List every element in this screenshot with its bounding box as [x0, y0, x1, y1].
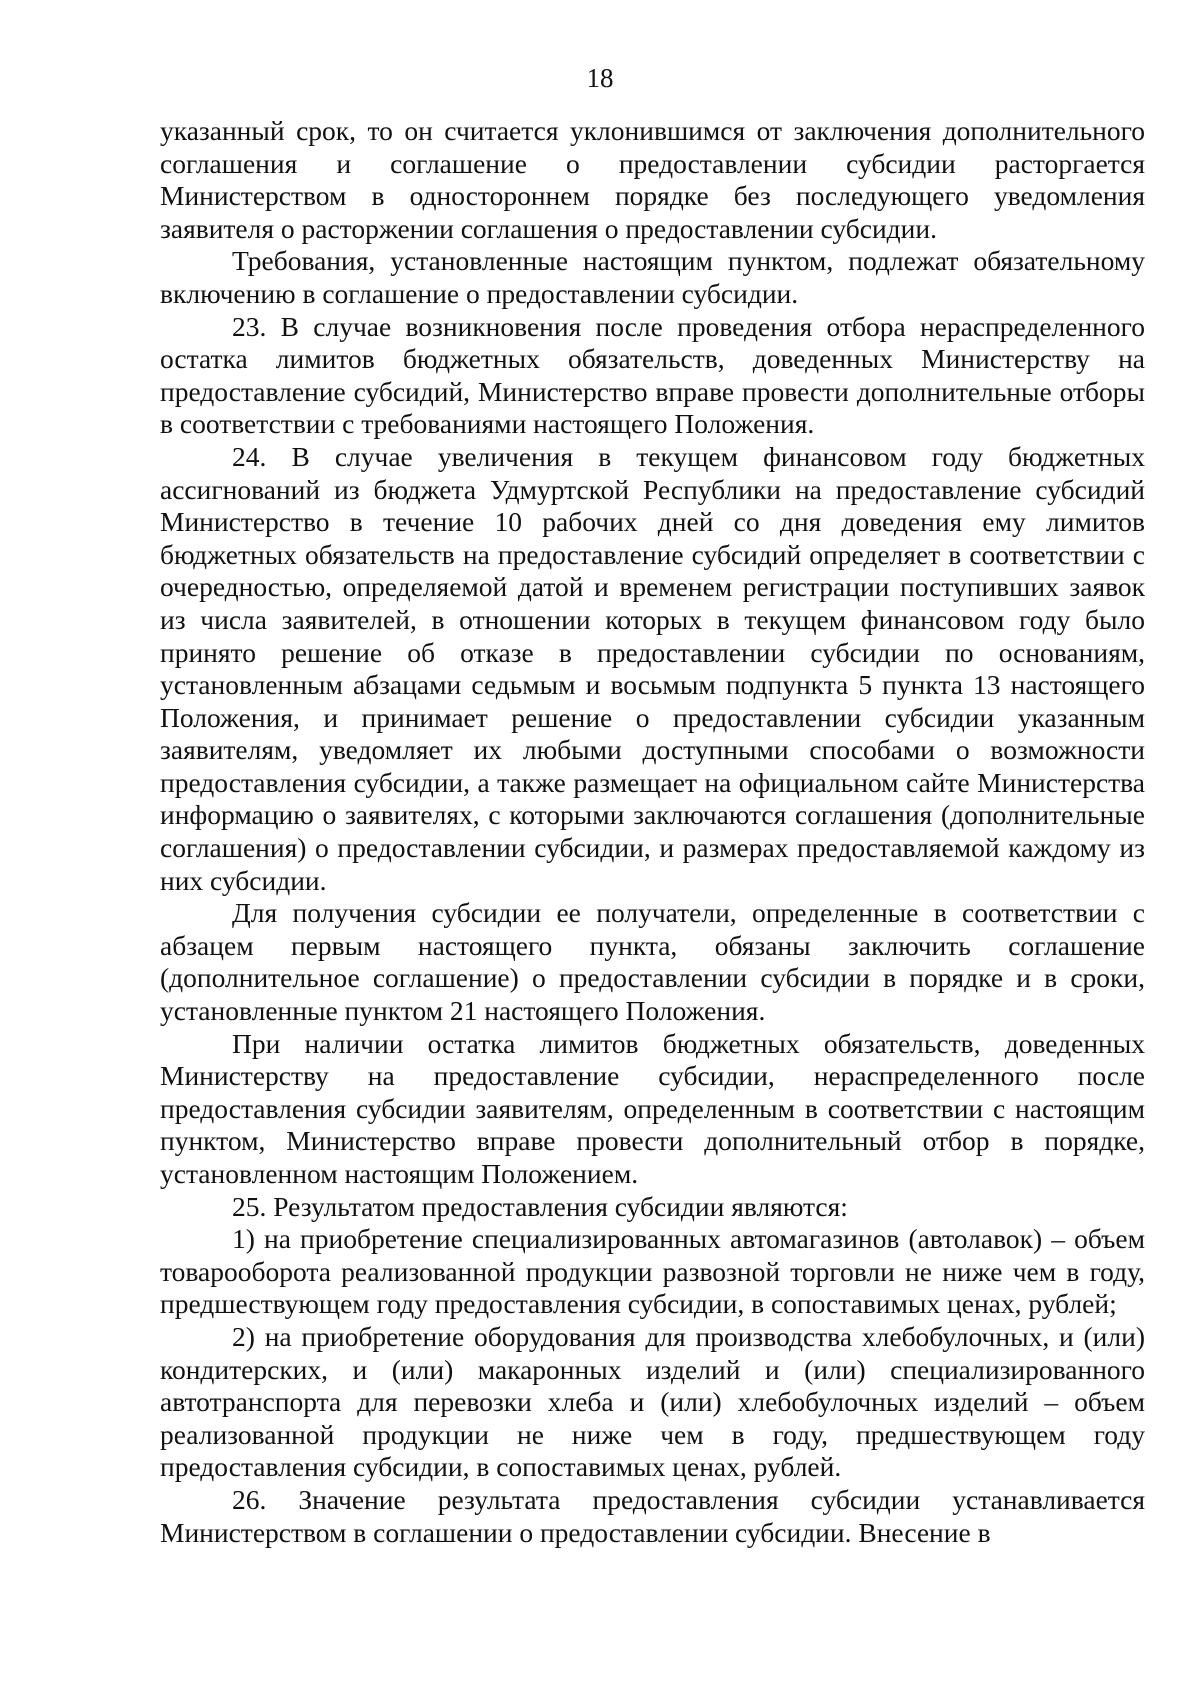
- document-body: [160, 115, 1145, 1549]
- paragraph-item-25: 25. Результатом предоставления субсидии являются:: [232, 1190, 848, 1222]
- paragraph-continuation: указанный срок, то он считается уклонившимся от заключения дополнительного соглашения и соглашение о предоставлении субсидии расторгается Министерством в одностороннем порядке без последующего уведомления заявителя о расторжении соглашения о предоставлении субсидии.: [160, 115, 1145, 244]
- paragraph-subitem-1: 1) на приобретение специализированных автомагазинов (автолавок) – объем товарооборота реализованной продукции развозной торговли не ниже чем в году, предшествующем году предоставления субсидии, в сопоставимых ценах, рублей;: [160, 1223, 1145, 1320]
- paragraph-recipients-agreement: Для получения субсидии ее получатели, определенные в соответствии с абзацем первым настоящего пункта, обязаны заключить соглашение (дополнительное соглашение) о предоставлении субсидии в порядке и в сроки, установленные пунктом 21 настоящего Положения.: [160, 897, 1145, 1027]
- paragraph-item-23: 23. В случае возникновения после проведения отбора нераспределенного остатка лимитов бюджетных обязательств, доведенных Министерству на предоставление субсидий, Министерство вправе провести дополнительные отборы в соответствии с требованиями настоящего Положения.: [160, 310, 1145, 440]
- paragraph-item-26: 26. Значение результата предоставления субсидии устанавливается Министерством в соглашении о предоставлении субсидии. Внесение в: [160, 1483, 1145, 1548]
- paragraph-subitem-2: 2) на приобретение оборудования для производства хлебобулочных, и (или) кондитерских, и (или) макаронных изделий и (или) специализированного автотранспорта для перевозки хлеба и (или) хлебобулочных изделий – объем реализованной продукции не ниже чем в году, предшествующем году предоставления субсидии, в сопоставимых ценах, рублей.: [160, 1320, 1145, 1483]
- page-number: 18: [586, 63, 614, 93]
- paragraph-requirements: Требования, установленные настоящим пунктом, подлежат обязательному включению в соглашение о предоставлении субсидии.: [160, 245, 1145, 309]
- paragraph-item-24: 24. В случае увеличения в текущем финансовом году бюджетных ассигнований из бюджета Удмуртской Республики на предоставление субсидий Министерство в течение 10 рабочих дней со дня доведения ему лимитов бюджетных обязательств на предоставление субсидий определяет в соответствии с очередностью, определяемой датой и временем регистрации поступивших заявок из числа заявителей, в отношении которых в текущем финансовом году было принято решение об отказе в предоставлении субсидии по основаниям, установленным абзацами седьмым и восьмым подпункта 5 пункта 13 настоящего Положения, и принимает решение о предоставлении субсидии указанным заявителям, уведомляет их любыми доступными способами о возможности предоставления субсидии, а также размещает на официальном сайте Министерства информацию о заявителях, с которыми заключаются соглашения (дополнительные соглашения) о предоставлении субсидии, и размерах предоставляемой каждому из них субсидии.: [160, 440, 1145, 896]
- paragraph-remaining-limits: При наличии остатка лимитов бюджетных обязательств, доведенных Министерству на предоставление субсидии, нераспределенного после предоставления субсидии заявителям, определенным в соответствии с настоящим пунктом, Министерство вправе провести дополнительный отбор в порядке, установленном настоящим Положением.: [160, 1027, 1145, 1189]
